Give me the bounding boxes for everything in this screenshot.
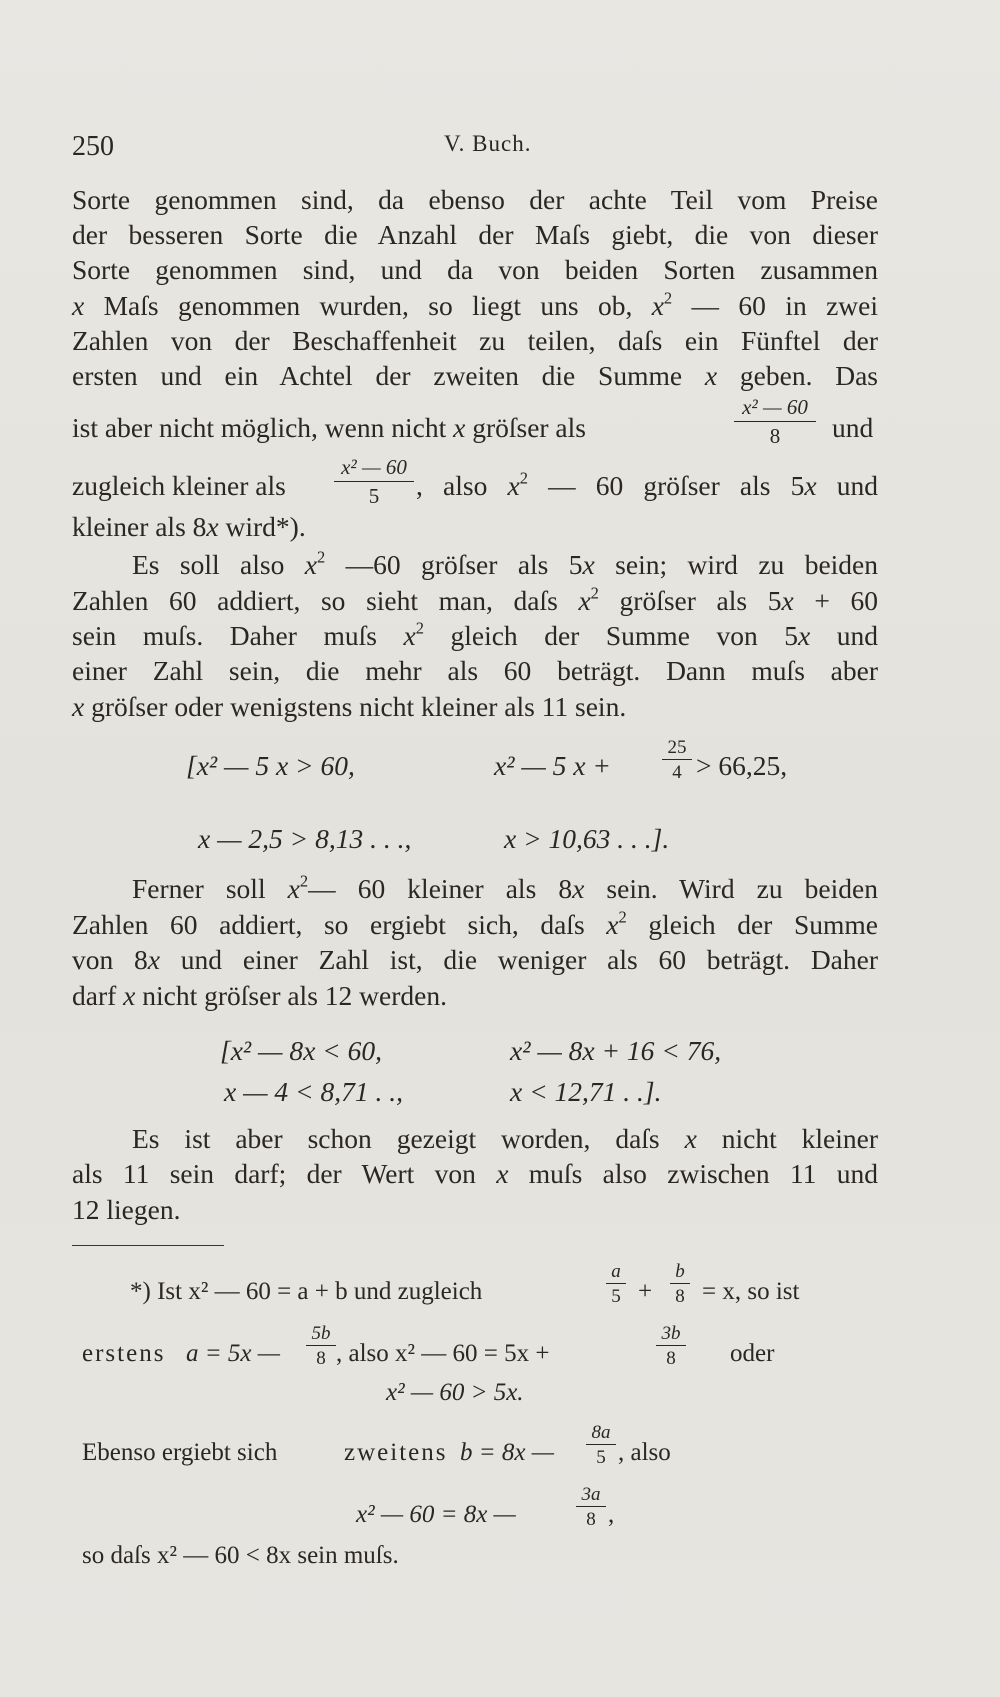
- text-run: — 60 in zwei: [672, 290, 878, 321]
- fraction: [662, 738, 692, 782]
- text-line: [72, 907, 878, 940]
- text-line: [72, 946, 878, 974]
- fraction-denominator: 5: [611, 1286, 621, 1307]
- footnote-equation: x² — 60 = 8x —: [356, 1501, 516, 1528]
- fraction: [306, 1324, 336, 1368]
- text-line: [72, 1160, 878, 1188]
- text-line: [72, 288, 878, 321]
- text-run: Es ist aber schon gezeigt worden, daſs: [132, 1123, 685, 1154]
- footnote-line: Ebenso ergiebt sich: [82, 1439, 278, 1466]
- text-line: Sorte genommen sind, da ebenso der achte Teil vom Preise: [72, 184, 878, 215]
- text-run: nicht gröſser als 12 werden.: [135, 980, 447, 1011]
- fraction: [586, 1423, 616, 1467]
- footnote-line: erstens: [82, 1340, 166, 1367]
- fraction: [734, 397, 816, 447]
- fraction-numerator: 8a: [586, 1423, 616, 1445]
- text-run: Zahlen 60 addiert, so sieht man, daſs: [72, 585, 579, 616]
- var-x: x: [704, 360, 718, 391]
- var-x: x: [606, 909, 619, 940]
- text-run: + 60: [793, 585, 878, 616]
- fraction-numerator-text: x² — 60: [341, 455, 407, 479]
- footnote-line: ,: [608, 1501, 615, 1528]
- exponent: 2: [590, 583, 599, 603]
- text-run: und: [816, 470, 878, 501]
- text-run: von 8: [72, 944, 148, 975]
- text-run: , also: [416, 470, 508, 501]
- text-run: ist aber nicht möglich, wenn nicht: [72, 412, 454, 443]
- fraction: [656, 1324, 686, 1368]
- footnote-rule: [72, 1245, 224, 1246]
- fraction: [606, 1262, 626, 1306]
- fraction-denominator: 8: [675, 1286, 685, 1307]
- text-line: einer Zahl sein, die mehr als 60 beträgt. Dann muſs aber: [72, 655, 878, 686]
- text-line: [416, 468, 878, 501]
- footnote-line: , also x² — 60 = 5x +: [336, 1340, 550, 1367]
- fraction-numerator: 3a: [576, 1485, 606, 1507]
- text-line: [72, 362, 878, 390]
- fraction-denominator: 5: [596, 1447, 606, 1468]
- exponent: 2: [316, 547, 326, 567]
- fraction-denominator: 8: [316, 1348, 326, 1369]
- footnote-equation: x² — 60 > 5x.: [386, 1379, 524, 1406]
- text-run: geben. Das: [717, 360, 878, 391]
- var-x: x: [453, 412, 466, 443]
- footnote-line: zweitens: [344, 1439, 448, 1466]
- fraction-numerator: [734, 397, 816, 422]
- equation: x² — 5 x +: [494, 750, 611, 781]
- fraction-numerator: 25: [662, 738, 692, 760]
- fraction-denominator: 8: [769, 424, 781, 448]
- exponent: 2: [519, 468, 528, 488]
- text-line: [132, 1125, 878, 1153]
- equation: x > 10,63 . . .].: [504, 823, 670, 854]
- var-x: x: [804, 470, 817, 501]
- exponent: 2: [415, 618, 424, 638]
- text-line: zugleich kleiner als: [72, 470, 286, 501]
- exponent: 2: [299, 871, 309, 891]
- footnote-line: = x, so ist: [702, 1278, 800, 1305]
- text-run: Zahlen 60 addiert, so ergiebt sich, daſs: [72, 909, 607, 940]
- var-x: x: [147, 944, 161, 975]
- fraction: [334, 457, 414, 507]
- text-run: — 60 gröſser als 5: [527, 470, 805, 501]
- text-run: nicht kleiner: [696, 1123, 878, 1154]
- text-run: sein; wird zu beiden: [594, 549, 879, 580]
- text-run: sein muſs. Daher muſs: [72, 620, 404, 651]
- var-x: x: [651, 290, 664, 321]
- equation: x — 2,5 > 8,13 . . .,: [198, 823, 412, 854]
- text-run: gröſser als 5: [598, 585, 782, 616]
- equation: x < 12,71 . .].: [510, 1076, 662, 1107]
- var-x: x: [403, 620, 416, 651]
- text-line: [72, 583, 878, 616]
- var-x: x: [287, 873, 300, 904]
- fraction-denominator: 8: [586, 1509, 596, 1530]
- var-x: x: [496, 1158, 509, 1189]
- text-run: und: [832, 412, 874, 443]
- text-run: Maſs genommen wurden, so liegt uns ob,: [84, 290, 652, 321]
- footnote-line: *) Ist x² — 60 = a + b und zugleich: [130, 1278, 483, 1305]
- footnote-line: , also: [618, 1439, 671, 1466]
- text-run: und einer Zahl ist, die weniger als 60 beträgt. Daher: [160, 944, 878, 975]
- text-run: ersten und ein Achtel der zweiten die Summe: [72, 360, 705, 391]
- text-run: als 11 sein darf; der Wert von: [72, 1158, 497, 1189]
- footnote-line: oder: [730, 1340, 775, 1367]
- var-x: x: [72, 290, 85, 321]
- text-run: —60 gröſser als 5: [325, 549, 583, 580]
- var-x: x: [72, 691, 85, 722]
- text-run: gröſser oder wenigstens nicht kleiner als 11 sein.: [84, 691, 627, 722]
- text-run: gröſser als: [465, 412, 586, 443]
- text-run: wird*).: [218, 511, 306, 542]
- text-run: kleiner als 8: [72, 511, 207, 542]
- text-line: [72, 414, 586, 442]
- fraction: [576, 1485, 606, 1529]
- var-x: x: [123, 980, 136, 1011]
- fraction-denominator: 5: [368, 484, 380, 508]
- text-line: 12 liegen.: [72, 1194, 181, 1225]
- text-run: darf: [72, 980, 124, 1011]
- exponent: 2: [618, 907, 627, 927]
- footnote-line: a = 5x —: [186, 1340, 280, 1367]
- fraction-numerator: a: [606, 1262, 626, 1284]
- page-number: 250: [72, 131, 114, 162]
- equation: > 66,25,: [696, 750, 788, 781]
- text-line: Zahlen von der Beschaffenheit zu teilen, daſs ein Fünftel der: [72, 325, 878, 356]
- text-run: und: [810, 620, 879, 651]
- operator: +: [638, 1278, 653, 1305]
- var-x: x: [304, 549, 317, 580]
- text-run: — 60 kleiner als 8: [308, 873, 573, 904]
- equation: x — 4 < 8,71 . .,: [224, 1076, 403, 1107]
- var-x: x: [507, 470, 520, 501]
- text-line: [72, 513, 306, 541]
- equation: [x² — 5 x > 60,: [186, 750, 355, 781]
- fraction-denominator: 8: [666, 1348, 676, 1369]
- var-x: x: [206, 511, 219, 542]
- text-line: [72, 618, 879, 651]
- fraction-numerator: [334, 457, 414, 482]
- exponent: 2: [663, 288, 673, 308]
- text-line: der besseren Sorte die Anzahl der Maſs giebt, die von dieser: [72, 219, 878, 250]
- fraction-numerator-text: x² — 60: [742, 395, 808, 419]
- text-run: gleich der Summe: [626, 909, 878, 940]
- text-line: [132, 547, 879, 580]
- var-x: x: [798, 620, 811, 651]
- text-line: [132, 871, 878, 904]
- var-x: x: [781, 585, 794, 616]
- text-line: Sorte genommen sind, und da von beiden Sorten zusammen: [72, 254, 878, 285]
- text-run: sein. Wird zu beiden: [584, 873, 878, 904]
- equation: [x² — 8x < 60,: [220, 1035, 382, 1066]
- fraction-numerator: 3b: [656, 1324, 686, 1346]
- footnote-line: b = 8x —: [460, 1439, 554, 1466]
- text-line: [72, 693, 626, 721]
- text-run: Es soll also: [132, 549, 305, 580]
- text-run: Ferner soll: [132, 873, 288, 904]
- var-x: x: [684, 1123, 697, 1154]
- fraction-numerator: b: [670, 1262, 690, 1284]
- running-title: V. Buch.: [444, 131, 532, 156]
- fraction-numerator: 5b: [306, 1324, 336, 1346]
- var-x: x: [572, 873, 585, 904]
- fraction: [670, 1262, 690, 1306]
- text-run: muſs also zwischen 11 und: [508, 1158, 878, 1189]
- var-x: x: [582, 549, 595, 580]
- equation: x² — 8x + 16 < 76,: [510, 1035, 722, 1066]
- var-x: x: [578, 585, 591, 616]
- text-run: gleich der Summe von 5: [423, 620, 798, 651]
- fraction-denominator: 4: [672, 762, 682, 783]
- text-line: [72, 982, 447, 1010]
- footnote-line: so daſs x² — 60 < 8x sein muſs.: [82, 1542, 399, 1569]
